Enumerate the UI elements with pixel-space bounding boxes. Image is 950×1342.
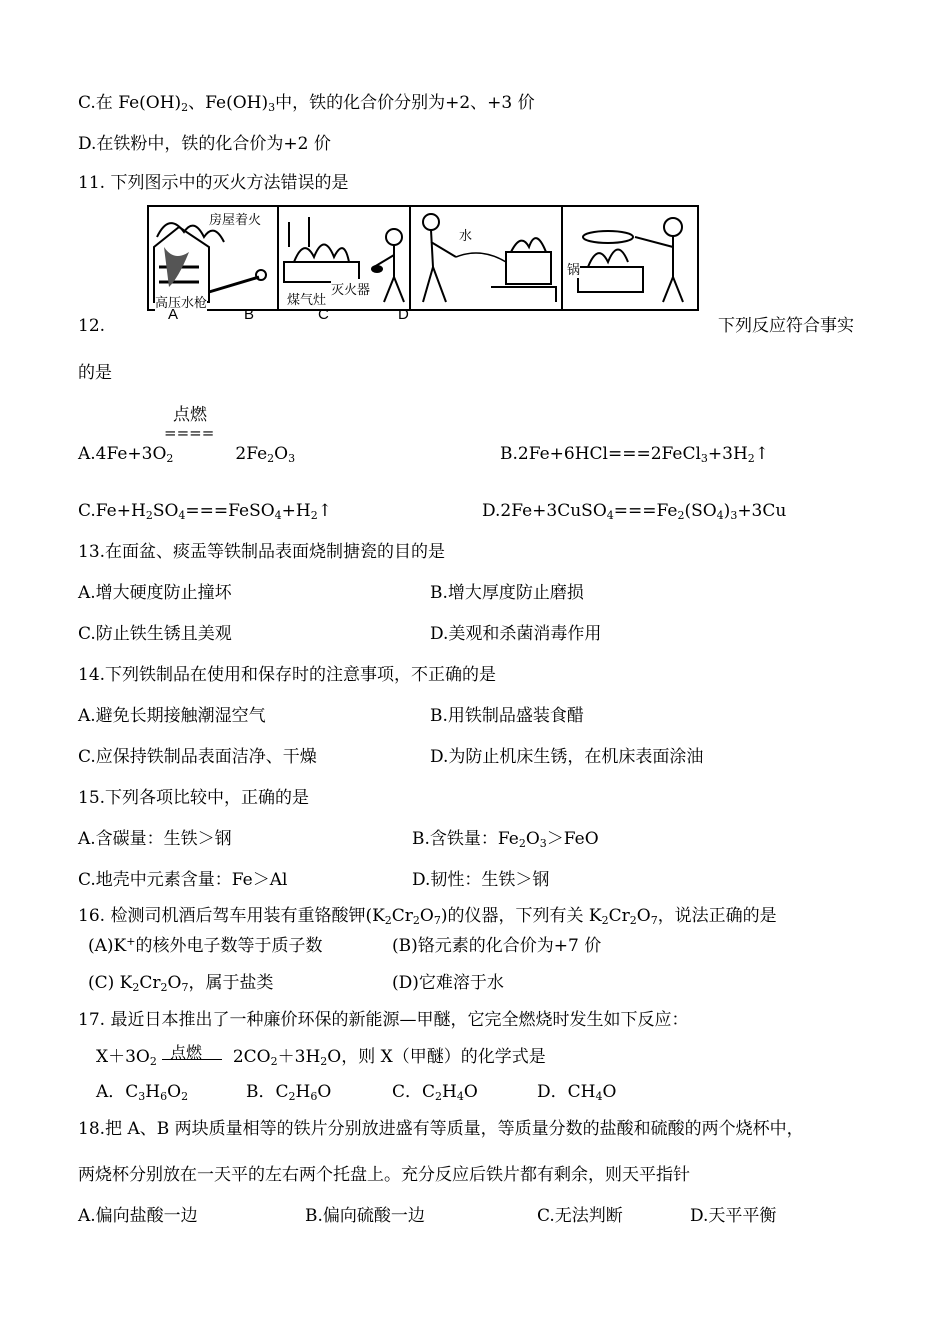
q14-option-b: B.用铁制品盛装食醋 [430, 706, 584, 726]
pot-lid-illustration [563, 207, 695, 307]
q12-stem-cont: 的是 [78, 363, 112, 383]
figure-letter-d: D [398, 306, 409, 323]
q18-option-d: D.天平平衡 [690, 1206, 777, 1226]
q14-option-a: A.避免长期接触潮湿空气 [78, 706, 266, 726]
q17-option-a: A．$C_3H_6O_2$ [96, 1082, 189, 1103]
q18-option-c: C.无法判断 [537, 1206, 623, 1226]
label-extinguisher: 灭火器 [331, 279, 370, 298]
q15-option-a: A.含碳量：生铁＞钢 [78, 829, 232, 849]
q13-option-c: C.防止铁生锈且美观 [78, 624, 232, 644]
label-water-gun: 高压水枪 [155, 292, 207, 311]
q13-option-a: A.增大硬度防止撞坏 [78, 583, 232, 603]
q17-condition: 点燃 [170, 1043, 203, 1062]
q11-stem: 11. 下列图示中的灭火方法错误的是 [78, 173, 349, 193]
q12-equals-sign: ==== [164, 424, 215, 442]
q16-option-b: (B)铬元素的化合价为+7 价 [392, 936, 602, 956]
q13-stem: 13.在面盆、痰盂等铁制品表面烧制搪瓷的目的是 [78, 542, 446, 562]
label-water: 水 [459, 225, 472, 244]
q13-option-d: D.美观和杀菌消毒作用 [430, 624, 602, 644]
q10-option-d: D.在铁粉中，铁的化合价为+2 价 [78, 134, 331, 154]
q15-option-d: D.韧性：生铁＞钢 [412, 870, 550, 890]
label-gas-stove: 煤气灶 [287, 289, 326, 308]
q17-option-b: B．$C_2H_6O$ [246, 1082, 332, 1103]
q17-stem: 17. 最近日本推出了一种廉价环保的新能源—甲醚，它完全燃烧时发生如下反应： [78, 1010, 689, 1030]
q15-option-c: C.地壳中元素含量：Fe＞Al [78, 870, 288, 890]
q16-option-d: (D)它难溶于水 [392, 973, 504, 993]
q12-option-c: $C.Fe+H_2SO_4===FeSO_4+H_2↑$ [78, 501, 332, 522]
q17-option-d: D．$CH_4O$ [537, 1082, 617, 1103]
q16-option-c-tail: ，属于盐类 [188, 973, 274, 993]
fire-extinguishing-figure [147, 205, 699, 311]
label-house-fire: 房屋着火 [209, 209, 261, 228]
q12-number: 12. [78, 316, 106, 336]
q13-option-b: B.增大厚度防止磨损 [430, 583, 584, 603]
q12-option-a: $A.4Fe+3O_2$ $2Fe_2O_3$ [78, 444, 296, 465]
q16-option-c: (C) $K_2Cr_2O_7$，属于盐类 [88, 973, 274, 994]
q16-stem: 16. 检测司机酒后驾车用装有重铬酸钾$(K_2Cr_2O_7)$的仪器，下列有关 $K_2Cr_2O_7$，说法正确的是 [78, 906, 777, 927]
q14-option-c: C.应保持铁制品表面洁净、干燥 [78, 747, 317, 767]
q17-option-c: C．$C_2H_4O$ [392, 1082, 478, 1103]
figure-letter-a: A [168, 306, 179, 323]
q14-option-d: D.为防止机床生锈，在机床表面涂油 [430, 747, 704, 767]
figure-letter-b: B [244, 306, 255, 323]
label-pot: 锅 [567, 259, 580, 278]
q15-stem: 15.下列各项比较中，正确的是 [78, 788, 310, 808]
q18-option-b: B.偏向硫酸一边 [305, 1206, 425, 1226]
electrical-fire-illustration [411, 207, 561, 307]
q12-option-d: $D.2Fe+3CuSO_4===Fe_2(SO_4)_3+3Cu$ [482, 501, 787, 522]
q18-stem: 18.把 A、B 两块质量相等的铁片分别放进盛有等质量，等质量分数的盐酸和硫酸的两个烧杯中， [78, 1119, 804, 1139]
q17-equation: $X+3O_2$ $2CO_2+3H_2O$，则 X（甲醚）的化学式是 [96, 1047, 546, 1068]
q12-stem-tail: 下列反应符合事实 [718, 316, 854, 336]
q14-stem: 14.下列铁制品在使用和保存时的注意事项，不正确的是 [78, 665, 497, 685]
q16-option-a: (A)K+的核外电子数等于质子数 [88, 935, 323, 956]
q12-condition: 点燃 [173, 405, 207, 425]
figure-letter-c: C [318, 306, 329, 323]
q18-option-a: A.偏向盐酸一边 [78, 1206, 198, 1226]
q10-option-c: C.在 $Fe(OH)_2$、$Fe(OH)_3$中，铁的化合价分别为+2、+3 价 [78, 93, 535, 114]
q12-option-b: $B.2Fe+6HCl===2FeCl_3+3H_2↑$ [500, 444, 770, 465]
q18-stem-cont: 两烧杯分别放在一天平的左右两个托盘上。充分反应后铁片都有剩余，则天平指针 [78, 1165, 690, 1185]
q15-option-b: B.含铁量：$Fe_2O_3>FeO$ [412, 829, 599, 850]
